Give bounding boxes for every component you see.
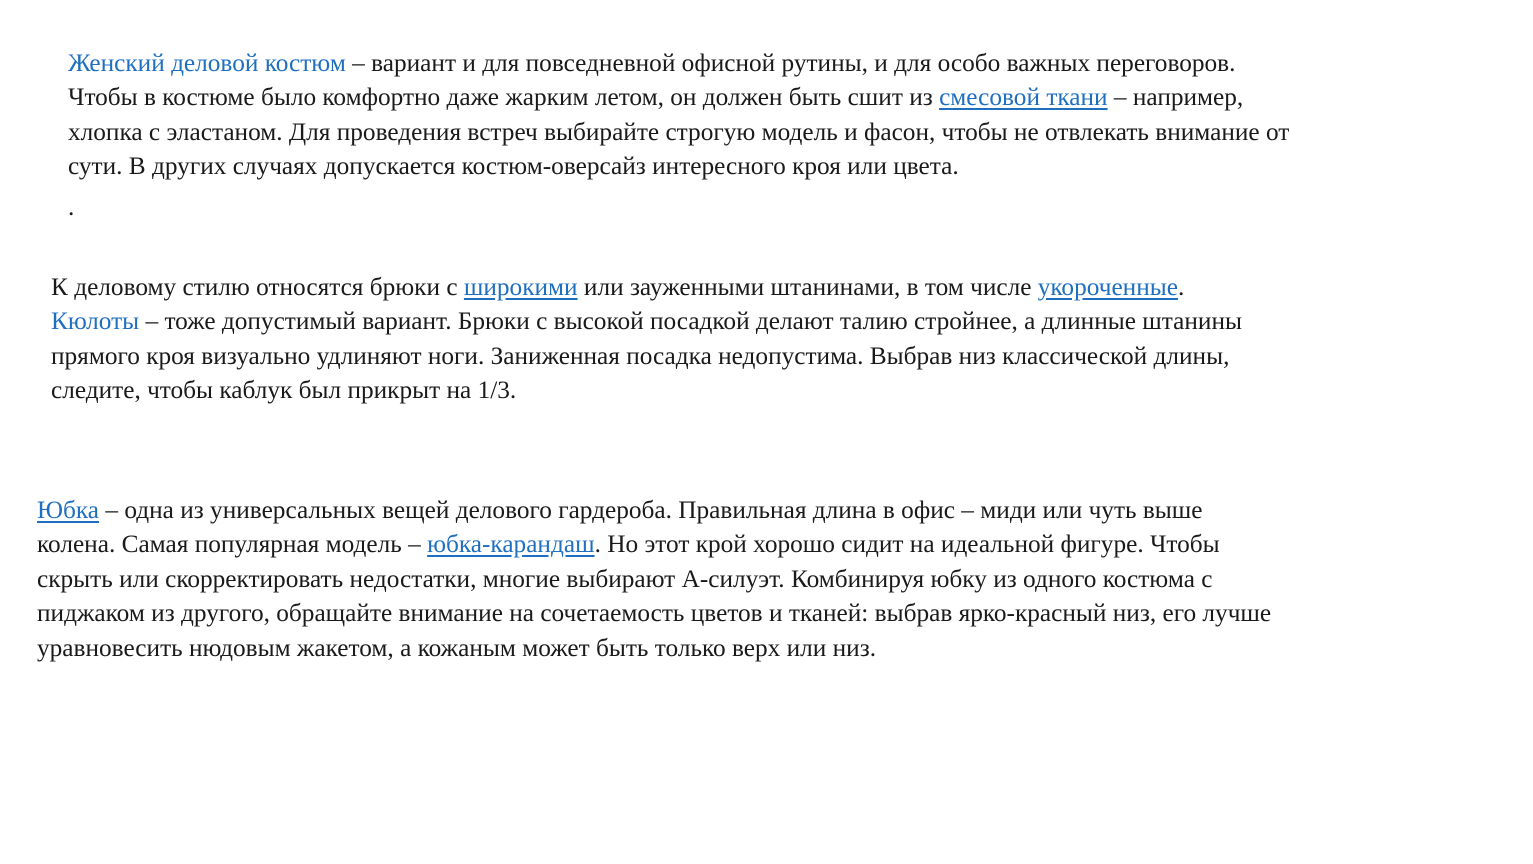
- link-wide-trousers[interactable]: широкими: [463, 273, 578, 301]
- paragraph-line: следите, чтобы каблук был прикрыт на 1/3.: [51, 376, 517, 405]
- link-pencil-skirt[interactable]: юбка-карандаш: [427, 530, 595, 559]
- paragraph-line: [37, 493, 1271, 527]
- paragraph-trousers: [51, 270, 1242, 408]
- paragraph-line: [51, 270, 1242, 304]
- text-run: – например,: [1107, 83, 1244, 112]
- text-run: – вариант и для повседневной офисной рутины, и для особо важных переговоров.: [345, 49, 1236, 77]
- paragraph-line: [68, 80, 1289, 114]
- paragraph-skirt: [37, 493, 1271, 665]
- text-run: или зауженными штанинами, в том числе: [577, 273, 1038, 301]
- link-skirt[interactable]: Юбка: [37, 496, 100, 524]
- paragraph-line: сути. В других случаях допускается костюм-оверсайз интересного кроя или цвета.: [68, 152, 959, 181]
- paragraph-business-suit: [68, 46, 1289, 184]
- text-run: К деловому стилю относятся брюки с: [51, 273, 464, 301]
- stray-period: .: [68, 193, 75, 221]
- paragraph-line: пиджаком из другого, обращайте внимание на сочетаемость цветов и тканей: выбрав ярко-красный низ, его лучше: [37, 599, 1272, 628]
- text-run: .: [1177, 273, 1185, 301]
- paragraph-line: [68, 46, 1289, 80]
- paragraph-line: скрыть или скорректировать недостатки, многие выбирают А-силуэт. Комбинируя юбку из одного костюма с: [37, 564, 1213, 593]
- paragraph-line: [51, 304, 1242, 338]
- paragraph-line: прямого кроя визуально удлиняют ноги. Заниженная посадка недопустима. Выбрав низ классической длины,: [51, 341, 1230, 370]
- highlight-culottes: Кюлоты: [51, 307, 140, 336]
- text-run: колена. Самая популярная модель –: [37, 530, 428, 559]
- text-run: – тоже допустимый вариант. Брюки с высокой посадкой делают талию стройнее, а длинные штанины: [139, 307, 1242, 336]
- link-cropped-trousers[interactable]: укороченные: [1037, 273, 1178, 301]
- text-run: . Но этот крой хорошо сидит на идеальной фигуре. Чтобы: [594, 530, 1220, 559]
- link-blend-fabric[interactable]: смесовой ткани: [939, 83, 1108, 112]
- paragraph-line: [37, 527, 1271, 561]
- paragraph-line: хлопка с эластаном. Для проведения встреч выбирайте строгую модель и фасон, чтобы не отвлекать внимание от: [68, 117, 1290, 146]
- paragraph-line: уравновесить нюдовым жакетом, а кожаным может быть только верх или низ.: [37, 633, 877, 662]
- text-run: – одна из универсальных вещей делового гардероба. Правильная длина в офис – миди или чуть выше: [99, 496, 1203, 524]
- text-run: Чтобы в костюме было комфортно даже жарким летом, он должен быть сшит из: [68, 83, 940, 112]
- highlight-business-suit: Женский деловой костюм: [68, 49, 346, 77]
